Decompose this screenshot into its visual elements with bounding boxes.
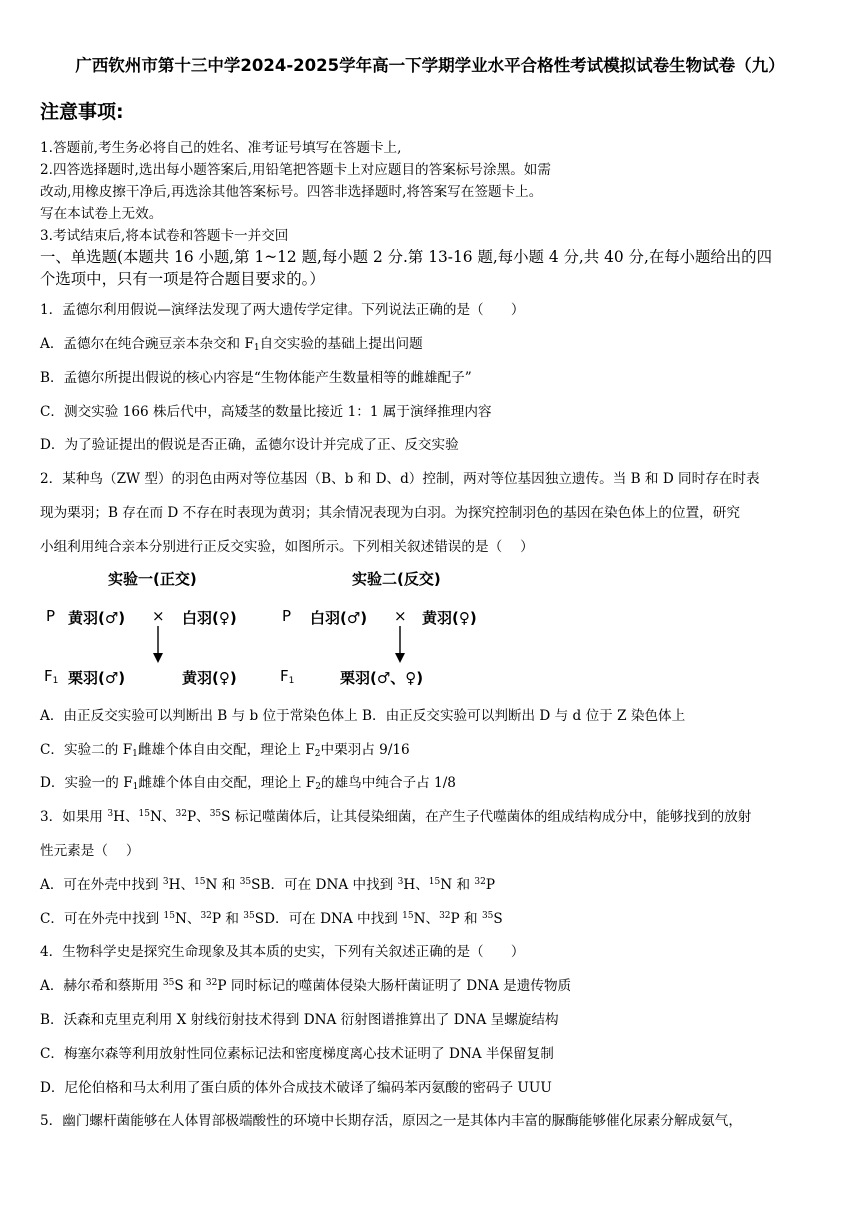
p-label: P xyxy=(46,607,56,625)
q4-option-c: C．梅塞尔森等利用放射性同位素标记法和密度梯度离心技术证明了 DNA 半保留复制 xyxy=(40,1046,554,1062)
q3-option-ab: A．可在外壳中找到 $^3$H、$^{15}$N 和 $^{35}$SB．可在 DNA 中找到 $^3$H、$^{15}$N 和 $^{32}$P xyxy=(40,877,496,893)
q1-option-c: C．测交实验 166 株后代中，高矮茎的数量比接近 1：1 属于演绎推理内容 xyxy=(40,404,492,420)
exp1-parent-male: 黄羽(♂) xyxy=(68,609,126,627)
exp1-f1-male: 栗羽(♂) xyxy=(68,669,126,687)
q1-option-b: B．孟德尔所提出假说的核心内容是“生物体能产生数量相等的雌雄配子” xyxy=(40,370,472,386)
q4-option-b: B．沃森和克里克利用 X 射线衍射技术得到 DNA 衍射图谱推算出了 DNA 呈螺旋结构 xyxy=(40,1012,559,1028)
exp1-parent-female: 白羽(♀) xyxy=(182,609,237,627)
q4-stem: 4．生物科学史是探究生命现象及其本质的史实，下列有关叙述正确的是（ ） xyxy=(40,944,525,960)
exp2-parent-male: 白羽(♂) xyxy=(310,609,368,627)
page-title: 广西钦州市第十三中学2024-2025学年高一下学期学业水平合格性考试模拟试卷生物试卷（九） xyxy=(75,56,785,75)
exp2-parent-female: 黄羽(♀) xyxy=(422,609,477,627)
p-label: P xyxy=(282,607,292,625)
notes-heading: 注意事项: xyxy=(40,101,124,123)
section-heading: 一、单选题(本题共 16 小题,第 1~12 题,每小题 2 分.第 13-16 题,每小题 4 分,共 40 分,在每小题给出的四 xyxy=(40,248,772,266)
q2-stem-line: 现为栗羽；B 存在而 D 不存在时表现为黄羽；其余情况表现为白羽。为探究控制羽色的基因在染色体上的位置，研究 xyxy=(40,505,740,521)
exp2-f1: 栗羽(♂、♀) xyxy=(340,669,424,687)
exp1-f1-female: 黄羽(♀) xyxy=(182,669,237,687)
f1-label: $F_1$ xyxy=(280,667,295,686)
note-line: 1.答题前,考生务必将自己的姓名、准考证号填写在答题卡上, xyxy=(40,140,402,156)
q3-option-cd: C．可在外壳中找到 $^{15}$N、$^{32}$P 和 $^{35}$SD．可在 DNA 中找到 $^{15}$N、$^{32}$P 和 $^{35}$S xyxy=(40,911,503,927)
exp1-arrow xyxy=(151,626,165,664)
q1-stem: 1．孟德尔利用假说—演绎法发现了两大遗传学定律。下列说法正确的是（ ） xyxy=(40,302,525,318)
exp2-arrow xyxy=(393,626,407,664)
note-line: 改动,用橡皮擦干净后,再选涂其他答案标号。四答非选择题时,将答案写在签题卡上。 xyxy=(40,184,543,200)
q1-option-d: D．为了验证提出的假说是否正确，孟德尔设计并完成了正、反交实验 xyxy=(40,437,459,453)
q2-option-d: D．实验一的 $F_1$雌雄个体自由交配，理论上 $F_2$的雄鸟中纯合子占 1/8 xyxy=(40,775,456,792)
q1-option-a: A．孟德尔在纯合豌豆亲本杂交和 $F_1$自交实验的基础上提出问题 xyxy=(40,336,423,353)
note-line: 写在本试卷上无效。 xyxy=(40,206,163,222)
q4-option-a: A．赫尔希和蔡斯用 $^{35}$S 和 $^{32}$P 同时标记的噬菌体侵染大肠杆菌证明了 DNA 是遗传物质 xyxy=(40,978,572,994)
exp1-title: 实验一(正交) xyxy=(108,570,197,588)
q5-stem-line: 5．幽门螺杆菌能够在人体胃部极端酸性的环境中长期存活，原因之一是其体内丰富的脲酶能够催化尿素分解成氨气， xyxy=(40,1113,742,1129)
q2-stem-line: 小组利用纯合亲本分别进行正反交实验，如图所示。下列相关叙述错误的是（ ） xyxy=(40,539,534,555)
exp2-title: 实验二(反交) xyxy=(352,570,441,588)
note-line: 3.考试结束后,将本试卷和答题卡一并交回 xyxy=(40,228,289,244)
cross-symbol: × xyxy=(152,607,165,625)
cross-symbol: × xyxy=(394,607,407,625)
q2-stem-line: 2．某种鸟（ZW 型）的羽色由两对等位基因（B、b 和 D、d）控制，两对等位基因独立遗传。当 B 和 D 同时存在时表 xyxy=(40,471,760,487)
note-line: 2.四答选择题时,选出每小题答案后,用铅笔把答题卡上对应题目的答案标号涂黑。如需 xyxy=(40,162,551,178)
q3-stem-line: 3．如果用 $^3$H、$^{15}$N、$^{32}$P、$^{35}$S 标记噬菌体后，让其侵染细菌，在产生子代噬菌体的组成结构成分中，能够找到的放射 xyxy=(40,809,752,825)
f1-label: $F_1$ xyxy=(44,667,59,686)
q3-stem-line: 性元素是（ ） xyxy=(40,843,140,859)
q4-option-d: D．尼伦伯格和马太利用了蛋白质的体外合成技术破译了编码苯丙氨酸的密码子 UUU xyxy=(40,1080,552,1096)
q2-option-ab: A．由正反交实验可以判断出 B 与 b 位于常染色体上 B．由正反交实验可以判断出 D 与 d 位于 Z 染色体上 xyxy=(40,708,686,724)
section-heading-cont: 个选项中，只有一项是符合题目要求的。） xyxy=(40,270,325,288)
q2-option-c: C．实验二的 $F_1$雌雄个体自由交配，理论上 $F_2$中栗羽占 9/16 xyxy=(40,742,410,759)
